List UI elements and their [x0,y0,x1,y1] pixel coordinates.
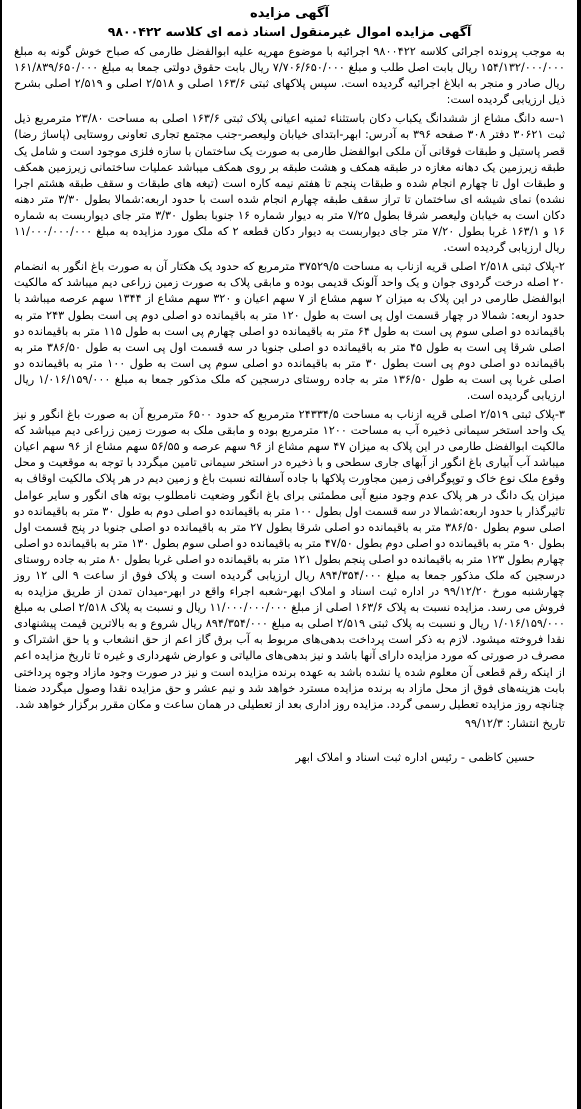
publish-date: تاریخ انتشار: ۹۹/۱۲/۳ [464,716,565,730]
signature: حسین کاظمی - رئیس اداره ثبت اسناد و املاک ابهر [295,750,535,764]
notice-subtitle: آگهی مزایده اموال غیرمنقول اسناد ذمه ای کلاسه ۹۸۰۰۴۲۲ [107,24,472,39]
property-item-3: ۳-پلاک ثبتی ۲/۵۱۹ اصلی قریه ازناب به مساحت ۲۴۳۳۴/۵ مترمربع که حدود ۶۵۰۰ مترمربع آن به صورت باغ انگور و نیز یک واحد استخر سیمانی ذخیره آب به مساحت ۱۲۰۰ مترمربع بوده و مابقی ملک به صورت زمین زراعی دیم میباشد که مالکیت ابوالفضل طارمی در این پلاک به میزان ۴۷ سهم مشاع از ۹۶ سهم عرصه و ۵۶/۵۵ سهم مشاع از ۹۶ سهم اعیان میباشد آب آبیاری باغ انگور از آبهای جاری سطحی و با ذخیره در استخر سیمانی تامین میگردد با توجه به موقعیت و محل وقوع ملک نوع خاک و توپوگرافی زمین مجاورت پلاکها با جاده آسفالته نسبت باغ و زمین دیم در هر پلاک مالکیت اوقاف به میزان یک دانگ در هر پلاک عدم وجود منبع آبی مطمئنی برای باغ انگور وضعیت نامطلوب بوته های انگور و سایر عوامل تاثیرگذار با حدود اربعه:شمالا در سه قسمت اول بطول ۱۰۰ متر به باقیمانده دو اصلی دوم به طول ۳۰ متر به باقیمانده دو اصلی سوم بطول ۳۸۶/۵۰ متر به باقیمانده دو اصلی شرقا بطول ۲۷ متر به باقیمانده دو اصلی جنوبا در پنج قسمت اول بطول ۹۰ متر به باقیمانده دو اصلی دوم بطول ۴۷/۵۰ متر به باقیمانده دو اصلی سوم بطول ۱۳۰ متر به باقیمانده دو اصلی چهارم بطول ۱۲۳ متر به باقیمانده دو اصلی پنجم بطول ۱۲۱ متر به باقیمانده دو اصلی غربا بطول ۸۰ متر به جاده روستای درسجین که ملک مذکور جمعا به مبلغ ۸۹۴/۳۵۴/۰۰۰ ریال ارزیابی گردیده است و پلاک فوق از ساعت ۹ الی ۱۲ روز چهارشنبه مورخ ۹۹/۱۲/۲۰ در اداره ثبت اسناد و املاک ابهر-شعبه اجراء واقع در ابهر-میدان تمدن از طریق مزایده به فروش می رسد. مزایده نسبت به پلاک ۱۶۳/۶ اصلی از مبلغ ۱۱/۰۰۰/۰۰۰/۰۰۰ ریال و نسبت به پلاک ۲/۵۱۸ اصلی به مبلغ ۱/۰۱۶/۱۵۹/۰۰۰ ریال و نسبت به پلاک ثبتی ۲/۵۱۹ اصلی به مبلغ ۸۹۴/۳۵۴/۰۰۰ ریال شروع و به بالاترین قیمت پیشنهادی نقدا فروخته میشود. لازم به ذکر است پرداخت بدهی‌های مربوط به آب برق گاز اعم از حق انشعاب و یا حق اشتراک و مصرف در صورتی که مورد مزایده دارای آنها باشد و نیز بدهی‌های مالیاتی و عوارض شهرداری و غیره تا تاریخ مزایده اعم از اینکه رقم قطعی آن معلوم شده یا نشده باشد به عهده برنده مزایده است و نیز در صورت وجود مازاد وجوه پرداختی بابت هزینه‌های فوق از محل مازاد به برنده مزایده مسترد خواهد شد و نیم عشر و حق مزایده نقدا وصول میگردد ضمنا چنانچه روز مزایده تعطیل رسمی گردد. مزایده روز اداری بعد از تعطیلی در همان ساعت و مکان مقرر برگزار خواهد شد. [14,408,566,711]
property-item-2: ۲-پلاک ثبتی ۲/۵۱۸ اصلی قریه ازناب به مساحت ۳۷۵۲۹/۵ مترمربع که حدود یک هکتار آن به صورت باغ انگور به انضمام ۲۰ اصله درخت گردوی جوان و یک واحد آلونک قدیمی بوده و مابقی پلاک به صورت زمین زراعی دیم میباشد که مالکیت ابوالفضل طارمی در این پلاک به میزان ۲ سهم مشاع از ۷ سهم اعیان و ۳۲۰ سهم مشاع از ۱۳۴۴ سهم عرصه میباشد با حدود اربعه: شمالا در چهار قسمت اول پی است به طول ۱۲۰ متر به باقیمانده دو اصلی دوم پی است بطول ۲۴۳ متر به باقیمانده دو اصلی سوم پی است به طول ۶۴ متر به باقیمانده دو اصلی چهارم پی است به طول ۱۱۵ متر به باقیمانده دو اصلی شرقا پی است به طول ۴۵ متر به باقیمانده دو اصلی جنوبا در سه قسمت اول پی است به طول ۳۸۶/۵۰ متر به باقیمانده دو اصلی دوم پی است بطول ۳۰ متر به باقیمانده دو اصلی سوم پی است به طول ۱۰۰ متر به باقیمانده دو اصلی غربا پی است به طول ۱۳۶/۵۰ متر به جاده روستای درسجین که ملک مذکور جمعا به مبلغ ۱/۰۱۶/۱۵۹/۰۰۰ ریال ارزیابی گردیده است. [14,260,566,402]
notice-intro: به موجب پرونده اجرائی کلاسه ۹۸۰۰۴۲۲ اجرائیه با موضوع مهریه علیه ابوالفضل طارمی که صباح خوش گونه به مبلغ ۱۵۴/۱۳۲/۰۰۰/۰۰۰ ریال بابت اصل طلب و مبلغ ۷/۷۰۶/۶۵۰/۰۰۰ ریال بابت حقوق دولتی جمعا به مبلغ ۱۶۱/۸۳۹/۶۵۰/۰۰۰ ریال صادر و منجر به ابلاغ اجرائیه گردیده است. سپس پلاکهای ثبتی ۱۶۳/۶ اصلی و ۲/۵۱۸ اصلی و ۲/۵۱۹ اصلی بشرح ذیل ارزیابی گردیده است: [14,45,566,107]
property-item-1: ۱-سه دانگ مشاع از ششدانگ یکباب دکان باستثناء ثمنیه اعیانی پلاک ثبتی ۱۶۳/۶ اصلی به مساحت ۲۳/۸۰ مترمربع ذیل ثبت ۳۰۶۲۱ دفتر ۳۰۸ صفحه ۳۹۶ به آدرس: ابهر-ابتدای خیابان ولیعصر-جنب مجتمع تجاری تعاونی روستایی (پاساژ رضا) قصر پاستیل و طبقات فوقانی آن ملکی ابوالفضل طارمی به صورت یک ساختمان با سازه فلزی موجود است و شامل یک طبقه زیرزمین یک دهانه مغازه در طبقه همکف و هشت طبقه بر روی همکف میباشد عملیات ساختمانی زیرزمین همکف و طبقات اول تا چهارم انجام شده و طبقات پنجم تا هفتم نیمه کاره است (تیغه های طبقات و سقف طبقه هشتم اجرا نشده) نمای شیشه ای ساختمان تا تراز سقف طبقه چهارم انجام شده است با حدود اربعه:شمالا بطول ۳/۳۰ متر دهنه دکان است به خیابان ولیعصر شرقا بطول ۷/۲۵ متر به دیوار شماره ۱۶ جنوبا بطول ۳/۳۰ متر جای دیواربست به شماره ۱۶ و ۱۶۳/۱ غربا بطول ۷/۲۰ متر جای دیواربست به دیوار دکان قطعه ۲ که ملک مورد مزایده به مبلغ ۱۱/۰۰۰/۰۰۰/۰۰۰ ریال ارزیابی گردیده است. [14,112,565,255]
notice-header: آگهی مزایده [250,6,329,21]
